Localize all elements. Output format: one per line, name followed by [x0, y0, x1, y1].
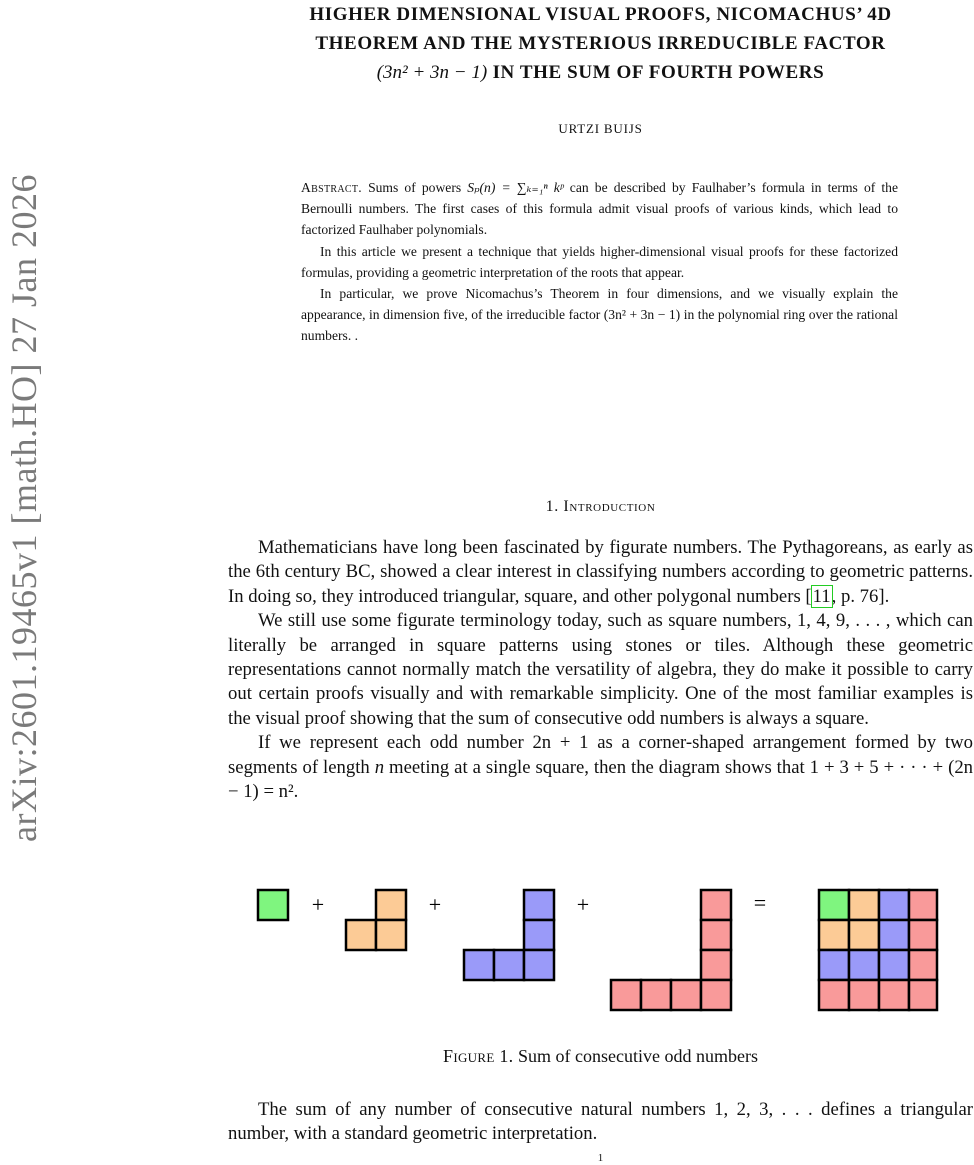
gnomon-7 [611, 890, 731, 1010]
figure-square [879, 980, 909, 1010]
intro-paragraph-2: We still use some figurate terminology today, such as square numbers, 1, 4, 9, . . . , which can literally be arranged in square patterns using stones or tiles. Although these geometric representations cannot normally match the versatility of algebra, they do make it possible to carry out certain proofs visually and with remarkable simplicity. One of the most familiar examples is the visual proof showing that the sum of consecutive odd numbers is always a square. [228, 610, 973, 729]
intro-p3-b: meeting at a single square, then the diagram shows that 1 + 3 + 5 + · · · + (2n − 1) = n². [228, 756, 974, 803]
figure-square [909, 920, 937, 950]
citation-link[interactable]: 11 [812, 585, 831, 607]
figure-caption-text: Sum of consecutive odd numbers [517, 1046, 758, 1066]
arxiv-stamp-text: arXiv:2601.19465v1 [math.HO] 27 Jan 2026 [4, 174, 44, 842]
plus-sign: + [576, 892, 590, 917]
figure-square [464, 950, 494, 980]
section-title: Introduction [563, 498, 656, 515]
intro-body-continued [228, 1098, 973, 1147]
figure-square [879, 890, 909, 920]
figure-square [819, 950, 849, 980]
figure-caption [228, 1046, 973, 1067]
figure-square [909, 950, 937, 980]
intro-body [228, 536, 973, 804]
abstract [301, 177, 898, 347]
figure-square [641, 980, 671, 1010]
figure-square [524, 890, 554, 920]
figure-square [849, 920, 879, 950]
figure-square [376, 920, 406, 950]
figure-square [849, 890, 879, 920]
figure-square [611, 980, 641, 1010]
figure-square [701, 890, 731, 920]
abstract-p1-b: can be described by Faulhaber’s formula in terms of the Bernoulli numbers. The first cases of this formula admit visual proofs of various kinds, which lead to factorized Faulhaber polynomials. [301, 180, 899, 238]
section-heading [228, 498, 973, 516]
gnomon-3 [346, 890, 406, 950]
title-line-3-text: IN THE SUM OF FOURTH POWERS [492, 62, 825, 83]
title-line-3 [228, 58, 973, 87]
gnomon-1 [258, 890, 288, 920]
page-number: 1 [597, 1152, 604, 1164]
abstract-paragraph-2: In this article we present a technique that yields higher-dimensional visual proofs for these factorized formulas, providing a geometric interpretation of the roots that appear. [301, 243, 898, 280]
figure-square [671, 980, 701, 1010]
figure-square [909, 890, 937, 920]
intro-p3-a: If we represent each odd number 2n + 1 as a corner-shaped arrangement formed by two segments of length [228, 732, 973, 778]
title-line-1: HIGHER DIMENSIONAL VISUAL PROOFS, NICOMACHUS’ 4D [309, 4, 892, 25]
figure-square [701, 920, 731, 950]
figure-square [524, 920, 554, 950]
square-4x4 [819, 890, 937, 1010]
intro-paragraph-1 [228, 536, 973, 609]
plus-sign: + [311, 892, 325, 917]
figure-square [909, 980, 937, 1010]
title-line-2: THEOREM AND THE MYSTERIOUS IRREDUCIBLE FACTOR [315, 33, 886, 54]
figure-square [879, 920, 909, 950]
gnomon-5 [464, 890, 554, 980]
figure-square [524, 950, 554, 980]
plus-sign: + [428, 892, 442, 917]
paper-title [228, 0, 973, 87]
figure-square [849, 980, 879, 1010]
figure-square [346, 920, 376, 950]
abstract-p1-a: Sums of powers [368, 180, 462, 195]
figure-square [494, 950, 524, 980]
intro-paragraph-4: The sum of any number of consecutive natural numbers 1, 2, 3, . . . defines a triangular number, with a standard geometric interpretation. [228, 1099, 973, 1145]
title-math-factor: (3n² + 3n − 1) [376, 62, 488, 83]
figure-square [376, 890, 406, 920]
figure-square [849, 950, 879, 980]
intro-p3-n: n [374, 756, 385, 778]
figure-square [819, 920, 849, 950]
figure-square [258, 890, 288, 920]
equals-sign: = [753, 890, 767, 915]
author-name: URTZI BUIJS [558, 121, 643, 136]
intro-paragraph-3 [228, 731, 973, 804]
figure-square [701, 980, 731, 1010]
abstract-paragraph-3: In particular, we prove Nicomachus’s Theorem in four dimensions, and we visually explain the appearance, in dimension five, of the irreducible factor (3n² + 3n − 1) in the polynomial ring over the rational numbers. . [301, 286, 898, 344]
figure-odd-sums [0, 880, 974, 1020]
figure-square [879, 950, 909, 980]
intro-p1-a: Mathematicians have long been fascinated by figurate numbers. The Pythagoreans, as early as the 6th century BC, showed a clear interest in classifying numbers according to geometric patterns. In doing so, they introduced triangular, square, and other polygonal numbers [ [228, 537, 973, 607]
figure-caption-label: Figure 1. [443, 1046, 514, 1066]
figure-square [701, 950, 731, 980]
section-number: 1. [545, 498, 559, 515]
abstract-paragraph-1 [301, 177, 898, 241]
abstract-label: Abstract. [301, 180, 362, 195]
figure-square [819, 980, 849, 1010]
abstract-formula: Sₚ(n) = ∑ₖ₌₁ⁿ kᵖ [467, 180, 564, 195]
figure-square [819, 890, 849, 920]
intro-p1-b: , p. 76]. [831, 585, 890, 607]
